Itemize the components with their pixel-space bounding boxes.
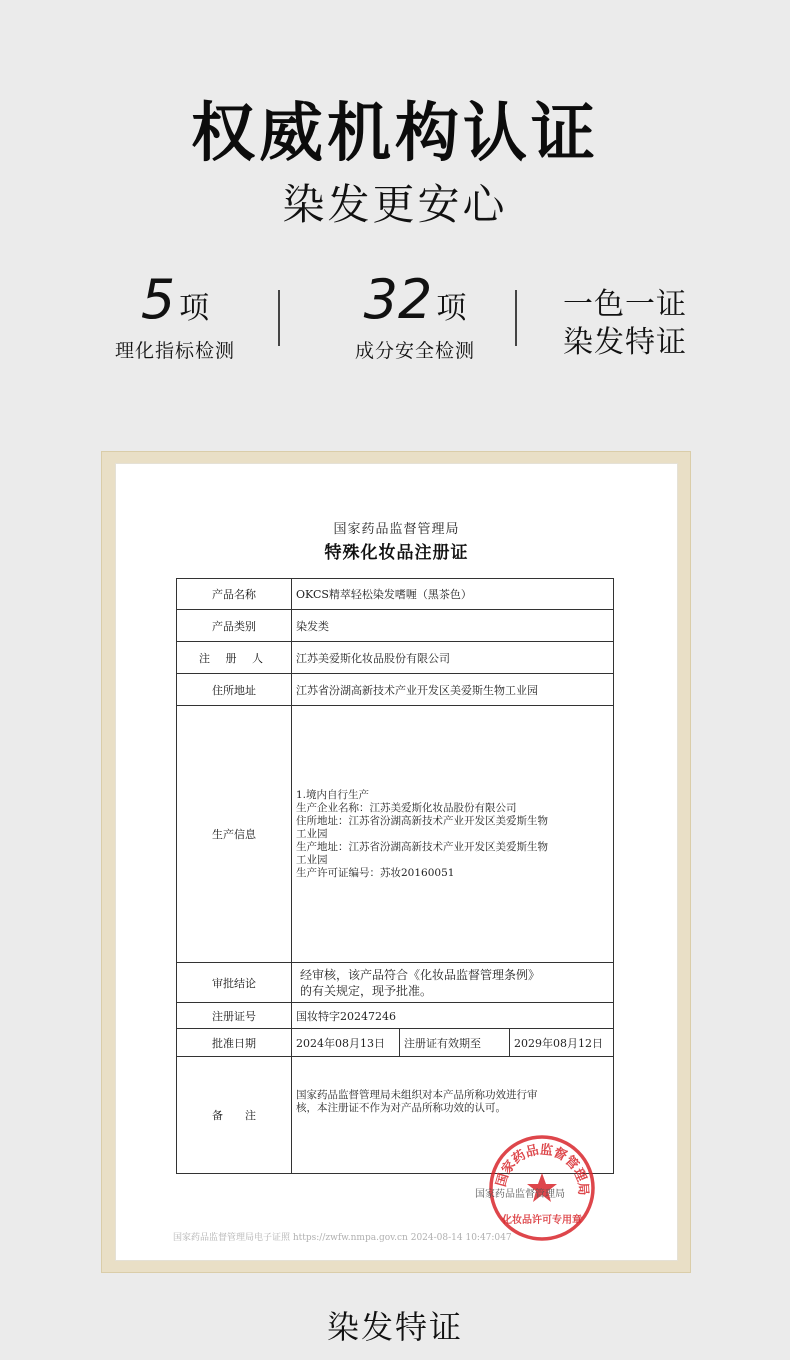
- conclusion-value: [292, 963, 614, 1003]
- remarks-line: 核，本注册证不作为对产品所称功效的认可。: [296, 1101, 506, 1114]
- page-subtitle: 染发更安心: [282, 180, 508, 229]
- row-key: 产品名称: [177, 579, 292, 610]
- row-key: 注册证号: [177, 1003, 292, 1029]
- approval-date-value: 2024年08月13日: [292, 1029, 400, 1057]
- stat-number: 32: [363, 268, 433, 331]
- row-key: 备 注: [177, 1057, 292, 1174]
- production-line: 生产许可证编号：苏妆20160051: [296, 866, 455, 879]
- conclusion-line: 经审核，该产品符合《化妆品监督管理条例》: [300, 967, 541, 982]
- valid-key: 注册证有效期至: [400, 1029, 510, 1057]
- table-row: [177, 610, 614, 642]
- production-line: 工业园: [296, 827, 328, 840]
- seal-sub-text: 化妆品许可专用章: [502, 1215, 582, 1226]
- seal-text: 国家药品监督管理局: [493, 1142, 591, 1196]
- stat-special: [555, 286, 695, 386]
- row-key: 批准日期: [177, 1029, 292, 1057]
- stat-physical: [100, 270, 250, 370]
- stat-unit: 项: [436, 291, 467, 326]
- row-key: 住所地址: [177, 674, 292, 706]
- stat-unit: 项: [179, 291, 210, 326]
- seal-side-text: 国家药品监督管理局: [475, 1189, 565, 1200]
- certificate-footer: 国家药品监督管理局电子证照 https://zwfw.nmpa.gov.cn 2024-08-14 10:47:047: [173, 1233, 512, 1243]
- stat-number: 5: [140, 268, 176, 331]
- conclusion-line: 的有关规定，现予批准。: [300, 983, 433, 998]
- page-title: 权威机构认证: [191, 97, 599, 171]
- reg-no-value: 国妆特字20247246: [292, 1003, 614, 1029]
- table-row: [177, 579, 614, 610]
- table-row: [177, 963, 614, 1003]
- certificate-title: 特殊化妆品注册证: [324, 543, 469, 563]
- production-info: [292, 706, 614, 963]
- bottom-caption: 染发特证: [326, 1308, 463, 1346]
- table-row: [177, 1003, 614, 1029]
- stat-ingredient: [335, 270, 495, 370]
- row-key: 审批结论: [177, 963, 292, 1003]
- production-line: 住所地址：江苏省汾湖高新技术产业开发区美爱斯生物: [296, 814, 548, 827]
- table-row: [177, 1029, 614, 1057]
- stats-row: [60, 270, 740, 370]
- row-key: 生产信息: [177, 706, 292, 963]
- certificate-org: 国家药品监督管理局: [333, 522, 460, 537]
- stat-divider: [278, 290, 280, 346]
- category-value: 染发类: [292, 610, 614, 642]
- product-name-value: OKCS精萃轻松染发嗜喱（黑茶色）: [292, 579, 614, 610]
- production-line: 工业园: [296, 853, 328, 866]
- table-row: [177, 674, 614, 706]
- stat-label: 成分安全检测: [354, 340, 475, 362]
- stat-line-1: 一色一证: [563, 287, 687, 322]
- stat-divider: [515, 290, 517, 346]
- remarks-line: 国家药品监督管理局未组织对本产品所称功效进行审: [296, 1088, 538, 1101]
- stat-line-2: 染发特证: [563, 325, 687, 360]
- production-line: 1.境内自行生产: [296, 788, 370, 801]
- registration-table: [176, 578, 614, 1174]
- row-key: 注 册 人: [177, 642, 292, 674]
- certificate-paper: [115, 463, 678, 1261]
- valid-until-value: 2029年08月12日: [510, 1029, 614, 1057]
- row-key: 产品类别: [177, 610, 292, 642]
- address-value: 江苏省汾湖高新技术产业开发区美爱斯生物工业园: [292, 674, 614, 706]
- table-row: [177, 706, 614, 963]
- production-line: 生产企业名称：江苏美爱斯化妆品股份有限公司: [296, 801, 517, 814]
- production-line: 生产地址：江苏省汾湖高新技术产业开发区美爱斯生物: [296, 840, 548, 853]
- registrant-value: 江苏美爱斯化妆品股份有限公司: [292, 642, 614, 674]
- stat-label: 理化指标检测: [114, 340, 235, 362]
- table-row: [177, 642, 614, 674]
